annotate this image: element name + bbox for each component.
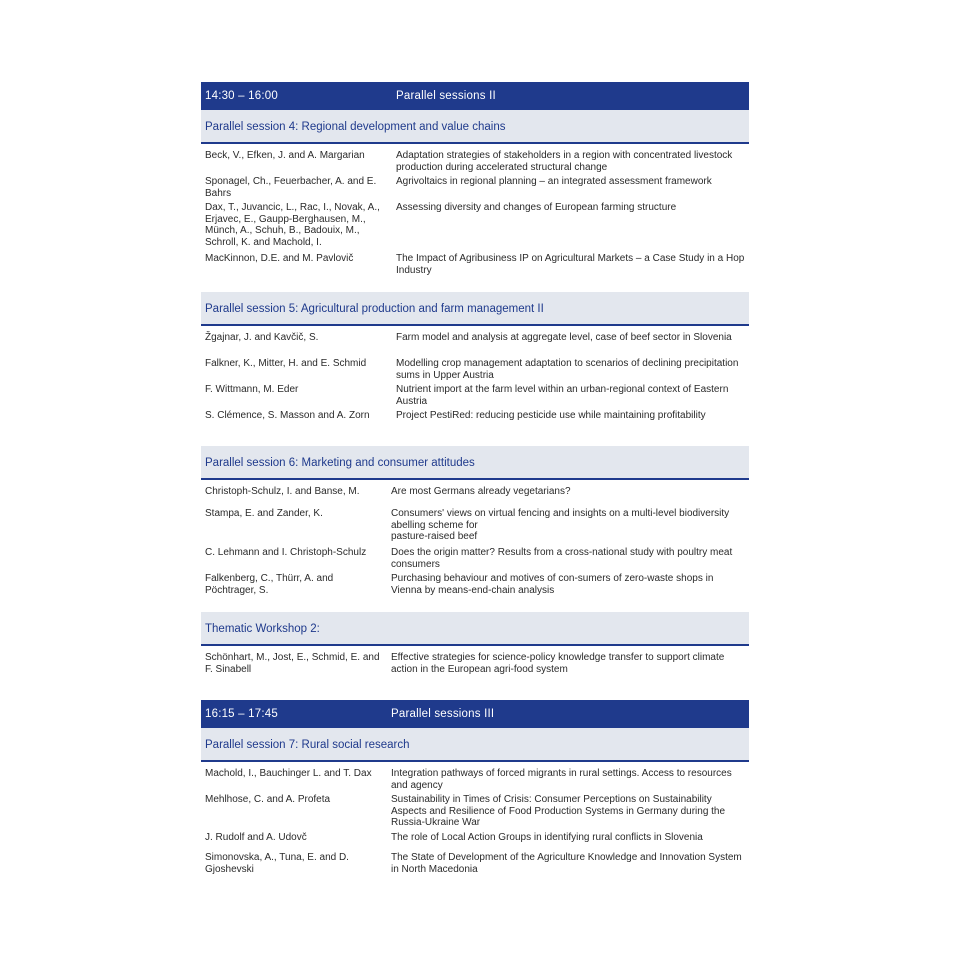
session-heading: Parallel session 6: Marketing and consumer attitudes <box>201 446 749 480</box>
time-bar <box>201 700 749 728</box>
time-bar-label: Parallel sessions III <box>391 708 495 720</box>
row-title: Farm model and analysis at aggregate level, case of beef sector in Slovenia <box>396 332 732 343</box>
row-title: Adaptation strategies of stakeholders in a region with concentrated livestock production during accelerated structural change <box>396 150 733 173</box>
time-slot: 16:15 – 17:45 <box>205 708 278 720</box>
row-authors: Falkner, K., Mitter, H. and E. Schmid <box>205 358 367 369</box>
session-heading: Parallel session 5: Agricultural production and farm management II <box>201 292 749 326</box>
session-section <box>201 728 749 888</box>
row-title: Sustainability in Times of Crisis: Consumer Perceptions on Sustainability Aspects and Resilience of Food Production Systems in Germany during the Russia-Ukraine War <box>391 794 726 828</box>
row-authors: Falkenberg, C., Thürr, A. and Pöchtrager, S. <box>205 573 334 596</box>
row-title: Nutrient import at the farm level within an urban-regional context of Eastern Austria <box>396 384 729 407</box>
time-bar-label: Parallel sessions II <box>396 90 496 102</box>
row-title: Purchasing behaviour and motives of con-sumers of zero-waste shops in Vienna by means-end-chain analysis <box>391 573 714 596</box>
row-authors: Žgajnar, J. and Kavčič, S. <box>205 332 319 343</box>
session-heading: Thematic Workshop 2: <box>201 612 749 646</box>
row-authors: Mehlhose, C. and A. Profeta <box>205 794 331 805</box>
row-title: The State of Development of the Agriculture Knowledge and Innovation System in North Macedonia <box>391 852 742 875</box>
row-title: Assessing diversity and changes of European farming structure <box>396 202 677 213</box>
row-authors: J. Rudolf and A. Udovč <box>205 832 307 843</box>
row-title: Integration pathways of forced migrants in rural settings. Access to resources and agency <box>391 768 732 791</box>
row-authors: S. Clémence, S. Masson and A. Zorn <box>205 410 370 421</box>
row-title: Consumers' views on virtual fencing and insights on a multi-level biodiversity abelling scheme for pasture-raised beef <box>391 508 730 542</box>
row-authors: Sponagel, Ch., Feuerbacher, A. and E. Bahrs <box>205 176 377 199</box>
row-authors: Simonovska, A., Tuna, E. and D. Gjoshevski <box>205 852 349 875</box>
row-title: The Impact of Agribusiness IP on Agricultural Markets – a Case Study in a Hop Industry <box>396 253 745 276</box>
row-title: Does the origin matter? Results from a cross-national study with poultry meat consumers <box>391 547 733 570</box>
row-title: Agrivoltaics in regional planning – an integrated assessment framework <box>396 176 712 187</box>
row-authors: Beck, V., Efken, J. and A. Margarian <box>205 150 365 161</box>
row-authors: Schönhart, M., Jost, E., Schmid, E. and F. Sinabell <box>205 652 380 675</box>
program-document <box>201 82 749 888</box>
row-authors: Christoph-Schulz, I. and Banse, M. <box>205 486 360 497</box>
time-bar <box>201 82 749 110</box>
row-title: Are most Germans already vegetarians? <box>391 486 571 497</box>
row-authors: F. Wittmann, M. Eder <box>205 384 299 395</box>
session-section <box>201 446 749 612</box>
session-section <box>201 110 749 292</box>
row-authors: MacKinnon, D.E. and M. Pavlovič <box>205 253 354 264</box>
row-title: The role of Local Action Groups in identifying rural conflicts in Slovenia <box>391 832 703 843</box>
session-section <box>201 612 749 700</box>
row-title: Modelling crop management adaptation to scenarios of declining precipitation sums in Upper Austria <box>396 358 739 381</box>
row-title: Effective strategies for science-policy knowledge transfer to support climate action in the European agri-food system <box>391 652 725 675</box>
row-authors: Stampa, E. and Zander, K. <box>205 508 323 519</box>
row-authors: Machold, I., Bauchinger L. and T. Dax <box>205 768 372 779</box>
session-heading: Parallel session 4: Regional development and value chains <box>201 110 749 144</box>
row-title: Project PestiRed: reducing pesticide use while maintaining profitability <box>396 410 706 421</box>
session-heading: Parallel session 7: Rural social research <box>201 728 749 762</box>
time-slot: 14:30 – 16:00 <box>205 90 278 102</box>
row-authors: C. Lehmann and I. Christoph-Schulz <box>205 547 367 558</box>
session-section <box>201 292 749 446</box>
row-authors: Dax, T., Juvancic, L., Rac, I., Novak, A., Erjavec, E., Gaupp-Berghausen, M., Münch, A., Schuh, B., Badouix, M., Schroll, K. and Machold, I. <box>205 202 380 248</box>
